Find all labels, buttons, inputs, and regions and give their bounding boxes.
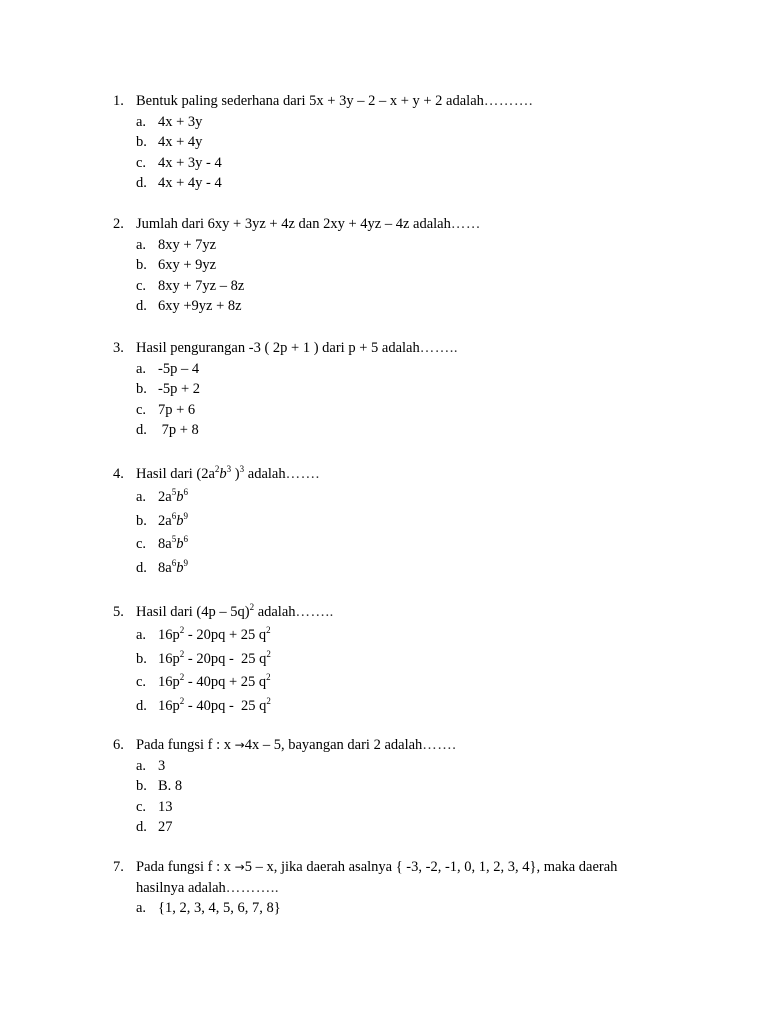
option-text: {1, 2, 3, 4, 5, 6, 7, 8} [158, 900, 281, 916]
option-c [113, 797, 673, 818]
option-d [113, 296, 673, 317]
option-letter: a. [136, 236, 147, 253]
option-letter: b. [136, 650, 147, 667]
question-text: Jumlah dari 6xy + 3yz + 4z dan 2xy + 4yz – 4z adalah [136, 216, 451, 232]
question-number: 7. [113, 859, 124, 875]
option-b [113, 648, 673, 672]
question-stem-continued [113, 878, 673, 899]
exponent: 6 [183, 487, 188, 497]
question-text: Bentuk paling sederhana dari 5x + 3y – 2 – x + y + 2 adalah [136, 93, 484, 109]
option-letter: a. [136, 900, 147, 916]
exponent: 5 [171, 487, 177, 497]
option-c [113, 276, 673, 297]
question-6 [113, 735, 673, 838]
question-dots: ……. [285, 466, 320, 482]
question-text-end: adalah [254, 604, 296, 620]
question-5 [113, 601, 673, 718]
option-b [113, 510, 673, 534]
question-text: Hasil dari (2a [136, 466, 215, 482]
option-text: B. 8 [158, 778, 183, 794]
question-dots: …… [450, 216, 481, 232]
question-7 [113, 857, 673, 919]
option-letter: d. [136, 422, 147, 438]
question-number: 6. [113, 737, 124, 753]
question-stem [113, 462, 673, 486]
exponent: 2 [214, 464, 220, 474]
variable-b: b [176, 512, 184, 529]
option-d [113, 817, 673, 838]
exponent: 6 [183, 534, 188, 544]
option-letter: c. [136, 798, 147, 815]
option-text: 4x + 4y [158, 134, 203, 150]
exponent: 2 [266, 648, 271, 659]
variable-b: b [176, 489, 184, 505]
option-term: 16p [158, 697, 180, 714]
question-text: Hasil dari (4p – 5q) [136, 604, 250, 620]
option-letter: c. [136, 154, 147, 171]
option-b [113, 132, 673, 153]
option-c [113, 533, 673, 557]
option-term: - 20pq - 25 q [184, 650, 267, 667]
exponent: 2 [266, 695, 271, 706]
option-letter: c. [136, 401, 147, 418]
option-letter: c. [136, 536, 147, 552]
option-letter: b. [136, 512, 147, 529]
option-text: 8xy + 7yz – 8z [158, 277, 245, 294]
option-letter: d. [136, 697, 147, 714]
option-letter: b. [136, 381, 147, 397]
exponent: 2 [179, 625, 185, 635]
exponent: 6 [171, 557, 177, 568]
question-4 [113, 462, 673, 580]
question-stem [113, 91, 673, 112]
option-term: - 20pq + 25 q [184, 627, 267, 643]
option-text: 4x + 3y - 4 [158, 154, 222, 171]
option-letter: c. [136, 674, 147, 690]
option-text: 4x + 3y [158, 113, 203, 130]
question-stem [113, 857, 673, 878]
option-term: 16p [158, 650, 180, 667]
question-stem [113, 214, 673, 235]
option-c [113, 153, 673, 174]
option-text: 8xy + 7yz [158, 236, 217, 253]
option-a [113, 756, 673, 777]
option-b [113, 776, 673, 797]
question-stem [113, 338, 673, 359]
option-a [113, 112, 673, 133]
option-a [113, 898, 673, 919]
option-a [113, 624, 673, 648]
exponent: 9 [183, 510, 188, 521]
option-term: - 40pq - 25 q [184, 697, 267, 714]
option-a [113, 359, 673, 380]
question-number: 5. [113, 604, 124, 620]
option-a [113, 235, 673, 256]
question-dots: ……….. [225, 879, 280, 896]
exponent: 2 [266, 672, 271, 682]
question-dots: …….. [419, 340, 458, 356]
question-text: Pada fungsi f : x [136, 859, 235, 875]
question-text-end: 5 – x, jika daerah asalnya { -3, -2, -1, 0, 1, 2, 3, 4}, maka daerah [244, 859, 618, 875]
option-letter: a. [136, 489, 147, 505]
option-term: 16p [158, 627, 180, 643]
exponent: 2 [179, 648, 185, 659]
question-text: Hasil pengurangan -3 ( 2p + 1 ) dari p + 5 adalah [136, 340, 420, 356]
exponent: 2 [249, 602, 255, 612]
question-number: 1. [113, 93, 124, 109]
option-letter: b. [136, 134, 147, 150]
question-3 [113, 338, 673, 441]
option-text: 4x + 4y - 4 [158, 175, 222, 191]
option-text: 6xy +9yz + 8z [158, 298, 242, 314]
question-stem [113, 601, 673, 624]
option-text: 3 [158, 757, 166, 774]
close-paren: ) [231, 466, 240, 482]
option-letter: b. [136, 257, 147, 273]
question-number: 3. [113, 340, 124, 356]
option-letter: d. [136, 819, 147, 835]
option-letter: a. [136, 360, 147, 377]
arrow-icon: → [234, 738, 245, 752]
option-text: 27 [158, 819, 173, 835]
option-letter: a. [136, 627, 147, 643]
variable-b: b [176, 536, 184, 552]
exponent: 2 [179, 695, 185, 706]
option-letter: b. [136, 778, 147, 794]
option-text: 6xy + 9yz [158, 257, 217, 273]
question-1 [113, 91, 673, 194]
option-text: -5p – 4 [158, 360, 200, 377]
option-letter: a. [136, 113, 147, 130]
exponent: 5 [171, 534, 177, 544]
question-dots: …….. [295, 604, 334, 620]
question-2 [113, 214, 673, 317]
option-term: 16p [158, 674, 180, 690]
question-dots: ……. [422, 737, 457, 753]
option-letter: d. [136, 559, 147, 576]
exponent: 6 [171, 510, 177, 521]
option-text: 7p + 8 [158, 422, 199, 438]
question-stem [113, 735, 673, 756]
option-text: -5p + 2 [158, 381, 201, 397]
option-coefficient: 8a [158, 536, 172, 552]
question-text-end: adalah [244, 466, 286, 482]
option-d [113, 420, 673, 441]
option-coefficient: 2a [158, 512, 172, 529]
arrow-icon: → [234, 860, 245, 874]
question-text-end: 4x – 5, bayangan dari 2 adalah [244, 737, 423, 753]
exponent: 9 [183, 557, 188, 568]
variable-b: b [176, 559, 184, 576]
option-text: 7p + 6 [158, 401, 196, 418]
question-text: Pada fungsi f : x [136, 737, 235, 753]
option-letter: a. [136, 757, 147, 774]
option-d [113, 173, 673, 194]
option-coefficient: 2a [158, 489, 172, 505]
exponent: 2 [266, 625, 271, 635]
option-a [113, 486, 673, 510]
option-letter: d. [136, 298, 147, 314]
option-d [113, 695, 673, 719]
question-number: 2. [113, 216, 124, 232]
option-b [113, 379, 673, 400]
exponent: 3 [239, 464, 245, 474]
question-number: 4. [113, 466, 124, 482]
option-c [113, 671, 673, 695]
option-coefficient: 8a [158, 559, 172, 576]
question-dots: ………. [483, 93, 534, 109]
option-term: - 40pq + 25 q [184, 674, 267, 690]
option-d [113, 557, 673, 581]
exponent: 2 [179, 672, 185, 682]
question-text: hasilnya adalah [136, 879, 226, 896]
option-text: 13 [158, 798, 173, 815]
option-c [113, 400, 673, 421]
option-b [113, 255, 673, 276]
exponent: 3 [226, 464, 232, 474]
option-letter: d. [136, 175, 147, 191]
variable-b: b [219, 466, 227, 482]
option-letter: c. [136, 277, 147, 294]
